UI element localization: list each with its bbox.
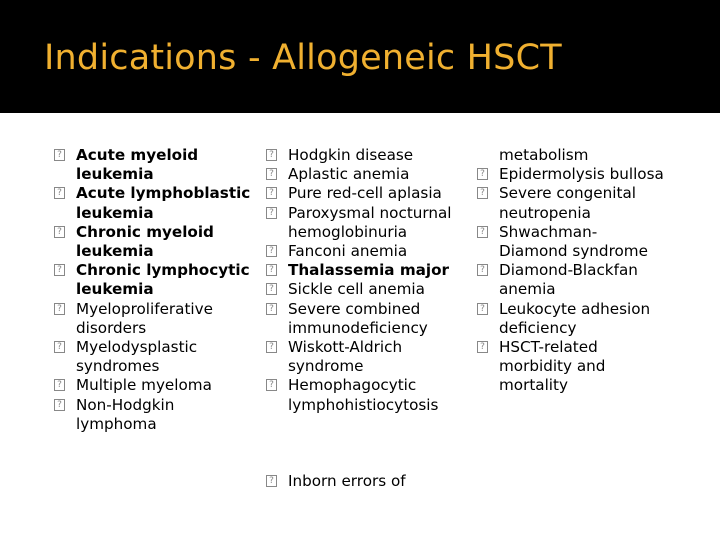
list-item bbox=[477, 165, 692, 184]
slide-title: Indications - Allogeneic HSCT bbox=[44, 38, 562, 78]
list-item-text: Hodgkin disease bbox=[288, 146, 414, 164]
bullet-icon: ? bbox=[266, 475, 277, 487]
list-item-text: morbidity and bbox=[499, 357, 606, 376]
list-item-text: Shwachman- bbox=[499, 222, 598, 241]
bullet-icon: ? bbox=[54, 149, 65, 161]
list-item-text: lymphoma bbox=[76, 414, 157, 433]
list-item bbox=[54, 376, 259, 395]
list-item bbox=[54, 146, 259, 184]
list-item-text: Myeloproliferative bbox=[76, 299, 213, 318]
bullet-icon: ? bbox=[477, 168, 488, 180]
bullet-icon: ? bbox=[54, 399, 65, 411]
bullet-icon: ? bbox=[266, 207, 277, 219]
bullet-icon: ? bbox=[54, 226, 65, 238]
list-item bbox=[54, 184, 259, 222]
list-item bbox=[54, 338, 259, 376]
list-item-text: Wiskott-Aldrich bbox=[288, 338, 403, 357]
bullet-icon: ? bbox=[266, 283, 277, 295]
list-item-text: leukemia bbox=[76, 242, 154, 261]
list-item-text: immunodeficiency bbox=[288, 318, 428, 337]
bullet-icon: ? bbox=[477, 341, 488, 353]
list-item bbox=[266, 280, 471, 299]
list-item bbox=[266, 146, 471, 165]
bullet-icon: ? bbox=[477, 226, 488, 238]
list-item bbox=[266, 376, 471, 414]
list-item bbox=[266, 261, 471, 280]
bullet-icon: ? bbox=[477, 187, 488, 199]
list-item-text: Chronic lymphocytic bbox=[76, 261, 250, 280]
bullet-icon: ? bbox=[477, 264, 488, 276]
list-item bbox=[54, 300, 259, 338]
bullet-icon: ? bbox=[54, 187, 65, 199]
bullet-icon: ? bbox=[266, 303, 277, 315]
list-item-text: Thalassemia major bbox=[288, 261, 450, 280]
list-item-text: Paroxysmal nocturnal bbox=[288, 203, 452, 222]
list-item-text: Pure red-cell aplasia bbox=[288, 184, 442, 203]
list-item-text: Acute myeloid bbox=[76, 146, 199, 164]
list-item bbox=[477, 261, 692, 299]
list-item-text: Leukocyte adhesion bbox=[499, 299, 651, 318]
bullet-icon: ? bbox=[266, 168, 277, 180]
list-item bbox=[54, 396, 259, 434]
bullet-icon: ? bbox=[54, 303, 65, 315]
list-item-text: syndrome bbox=[288, 357, 364, 376]
list-item-text: Myelodysplastic bbox=[76, 338, 198, 357]
list-item-text: Diamond-Blackfan bbox=[499, 261, 638, 280]
list-item bbox=[477, 184, 692, 222]
list-item bbox=[266, 338, 471, 376]
list-item-text: Chronic myeloid bbox=[76, 222, 214, 241]
list-item-text: deficiency bbox=[499, 318, 577, 337]
list-item-text: disorders bbox=[76, 318, 147, 337]
bullet-icon: ? bbox=[266, 149, 277, 161]
list-item-text: Sickle cell anemia bbox=[288, 280, 425, 299]
list-item bbox=[54, 223, 259, 261]
list-item-text: Multiple myeloma bbox=[76, 376, 212, 395]
continuation-text: metabolism bbox=[499, 146, 589, 164]
list-item bbox=[266, 165, 471, 184]
list-item-text: Diamond syndrome bbox=[499, 242, 648, 261]
list-item bbox=[54, 261, 259, 299]
list-item bbox=[266, 204, 471, 242]
list-item-text: Aplastic anemia bbox=[288, 165, 410, 184]
list-item-text: Acute lymphoblastic bbox=[76, 184, 251, 203]
column-3 bbox=[477, 146, 692, 396]
list-item bbox=[266, 242, 471, 261]
bullet-icon: ? bbox=[266, 341, 277, 353]
list-item bbox=[477, 300, 692, 338]
list-item-text: lymphohistiocytosis bbox=[288, 395, 439, 414]
list-item-text: Fanconi anemia bbox=[288, 242, 408, 261]
list-item-text: neutropenia bbox=[499, 203, 591, 222]
list-item bbox=[266, 184, 471, 203]
list-item-text: leukemia bbox=[76, 203, 154, 222]
list-item-text: Epidermolysis bullosa bbox=[499, 165, 664, 184]
list-item-text: mortality bbox=[499, 376, 568, 395]
bullet-icon: ? bbox=[477, 303, 488, 315]
column-1 bbox=[54, 146, 259, 434]
indication-list-2 bbox=[266, 146, 471, 415]
bullet-icon: ? bbox=[266, 379, 277, 391]
list-item-text: leukemia bbox=[76, 280, 154, 299]
bullet-icon: ? bbox=[266, 187, 277, 199]
bullet-icon: ? bbox=[54, 341, 65, 353]
bullet-icon: ? bbox=[54, 264, 65, 276]
list-item bbox=[266, 472, 486, 491]
list-item bbox=[477, 223, 692, 261]
indication-list-1 bbox=[54, 146, 259, 434]
list-item-text: HSCT-related bbox=[499, 338, 598, 357]
list-item-text: Non-Hodgkin bbox=[76, 395, 175, 414]
list-item-text: Inborn errors of bbox=[288, 472, 406, 490]
list-item-text: syndromes bbox=[76, 357, 160, 376]
indication-list-3 bbox=[477, 165, 692, 395]
bullet-icon: ? bbox=[54, 379, 65, 391]
list-item-text: Severe combined bbox=[288, 299, 421, 318]
list-item-text: hemoglobinuria bbox=[288, 222, 408, 241]
list-item bbox=[477, 338, 692, 396]
column-2-bottom-item bbox=[266, 472, 486, 491]
column-2 bbox=[266, 146, 471, 415]
list-item-text: anemia bbox=[499, 280, 556, 299]
list-item-text: Hemophagocytic bbox=[288, 376, 417, 395]
list-item-text: leukemia bbox=[76, 165, 154, 184]
title-bar bbox=[0, 0, 720, 113]
list-item-text: Severe congenital bbox=[499, 184, 636, 203]
bullet-icon: ? bbox=[266, 264, 277, 276]
bullet-icon: ? bbox=[266, 245, 277, 257]
list-item bbox=[266, 300, 471, 338]
